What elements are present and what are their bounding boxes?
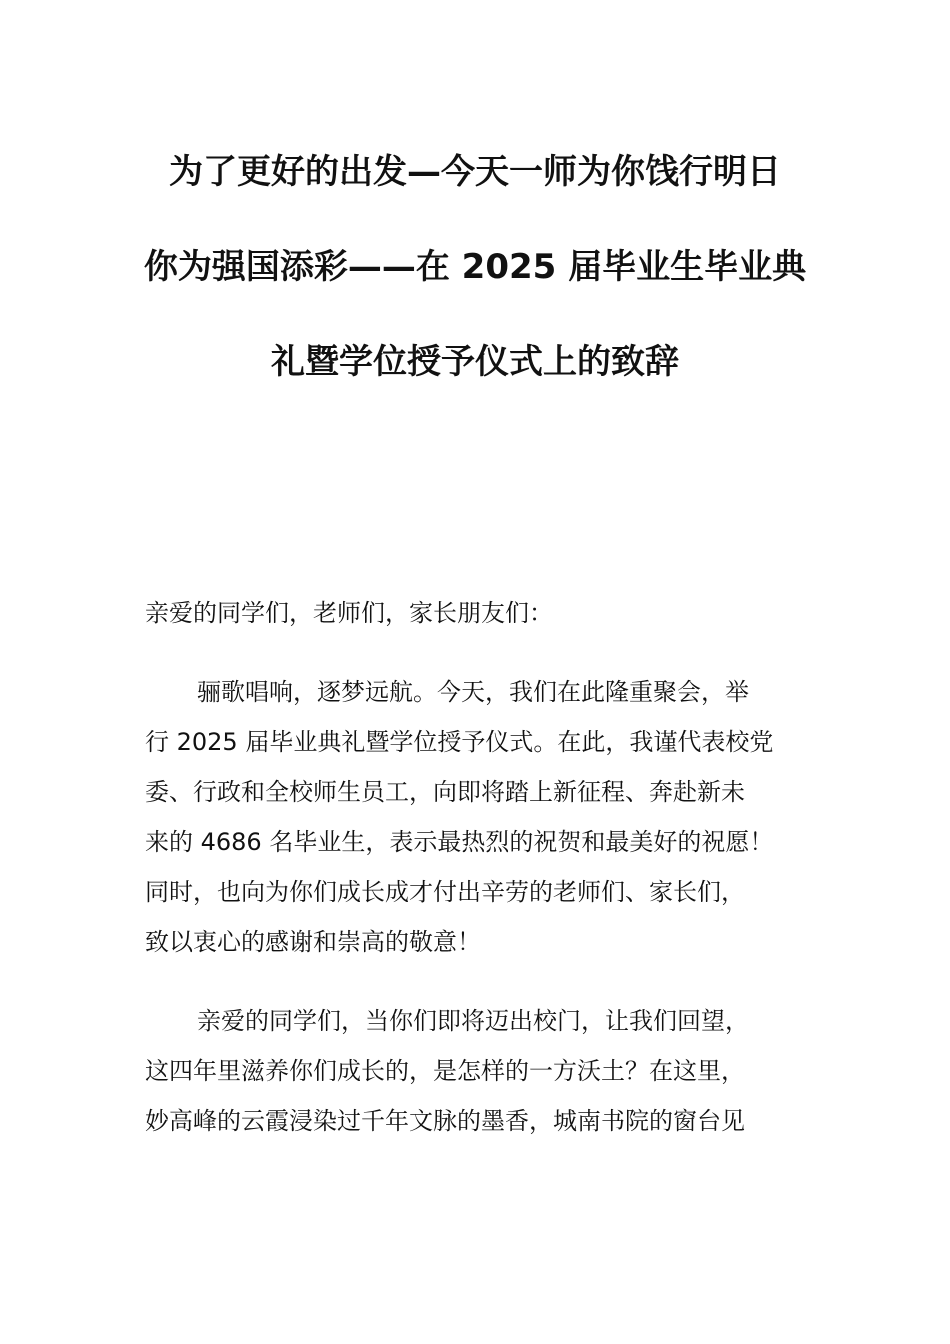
title-line-1: 为了更好的出发—今天一师为你饯行明日 xyxy=(169,152,781,192)
document-title xyxy=(100,150,850,435)
paragraph-line: 骊歌唱响，逐梦远航。今天，我们在此隆重聚会，举 xyxy=(197,678,749,706)
paragraph-line: 这四年里滋养你们成长的，是怎样的一方沃土？在这里， xyxy=(145,1057,745,1085)
salutation: 亲爱的同学们，老师们，家长朋友们： xyxy=(145,599,553,627)
paragraph-line: 来的 4686 名毕业生，表示最热烈的祝贺和最美好的祝愿！ xyxy=(145,828,774,856)
document-body xyxy=(145,588,810,1175)
paragraph-line: 行 2025 届毕业典礼暨学位授予仪式。在此，我谨代表校党 xyxy=(145,728,774,756)
paragraph-1 xyxy=(145,667,810,967)
paragraph-2 xyxy=(145,996,810,1146)
paragraph-line: 委、行政和全校师生员工，向即将踏上新征程、奔赴新未 xyxy=(145,778,745,806)
title-line-3: 礼暨学位授予仪式上的致辞 xyxy=(271,342,679,382)
paragraph-line: 妙高峰的云霞浸染过千年文脉的墨香，城南书院的窗台见 xyxy=(145,1107,745,1135)
paragraph-line: 亲爱的同学们，当你们即将迈出校门，让我们回望， xyxy=(197,1007,749,1035)
paragraph-line: 致以衷心的感谢和崇高的敬意！ xyxy=(145,928,481,956)
title-line-2: 你为强国添彩——在 2025 届毕业生毕业典 xyxy=(143,247,807,287)
paragraph-line: 同时，也向为你们成长成才付出辛劳的老师们、家长们， xyxy=(145,878,745,906)
